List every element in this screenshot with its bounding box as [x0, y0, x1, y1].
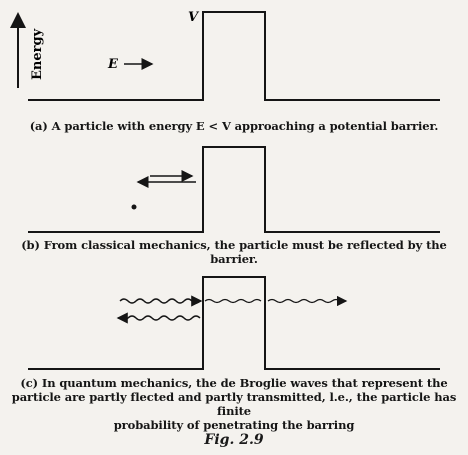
caption-a: (a) A particle with energy E < V approaching a potential barrier. [29, 119, 439, 133]
panel-b [28, 147, 440, 232]
caption-c-line-3: probability of penetrating the barring [113, 418, 355, 432]
caption-b: (b) From classical mechanics, the particle must be reflected by the barrier. [21, 238, 447, 266]
particle-dot [132, 205, 137, 210]
energy-axis-label: Energy [30, 28, 45, 80]
tunneling-wave [205, 300, 261, 303]
particle-energy-label: E [108, 57, 118, 72]
barrier-profile-b [28, 147, 440, 232]
caption-c-line-2: particle are partly flected and partly transmitted, l.e., the particle has finite [11, 390, 457, 418]
transmitted-wave [268, 300, 340, 303]
barrier-profile-c [28, 277, 440, 369]
panel-a [18, 10, 440, 100]
panel-c [28, 277, 440, 369]
caption-c-line-1: (c) In quantum mechanics, the de Broglie waves that represent the [20, 376, 448, 390]
barrier-profile-a [28, 12, 440, 100]
figure-label: Fig. 2.9 [204, 432, 264, 448]
barrier-height-label: V [188, 10, 199, 25]
caption-c [0, 376, 468, 432]
incident-wave [120, 299, 200, 303]
reflected-wave [120, 316, 200, 320]
